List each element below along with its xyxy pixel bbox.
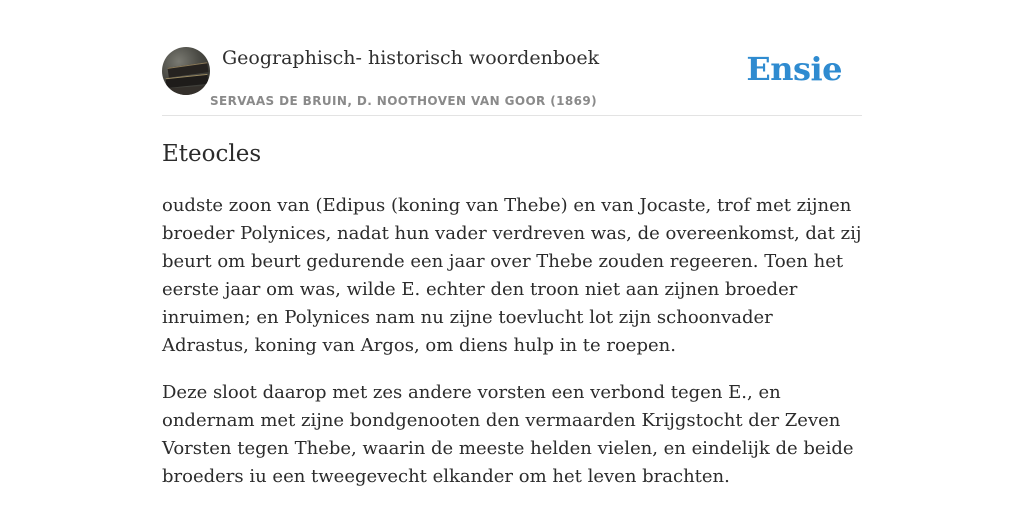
entry-body xyxy=(162,192,862,510)
brand-logo-link[interactable]: Ensie xyxy=(746,50,842,88)
book-cover-avatar[interactable] xyxy=(162,47,210,95)
book-author: SERVAAS DE BRUIN, D. NOOTHOVEN VAN GOOR (1869) xyxy=(210,94,598,108)
entry-paragraph: oudste zoon van (Edipus (koning van Thebe) en van Jocaste, trof met zijnen broeder Polynices, nadat hun vader verdreven was, de overeenkomst, dat zij beurt om beurt gedurende een jaar over Thebe zouden regeeren. Toen het eerste jaar om was, wilde E. echter den troon niet aan zijnen broeder inruimen; en Polynices nam nu zijne toevlucht lot zijn schoonvader Adrastus, koning van Argos, om diens hulp in te roepen. xyxy=(162,195,862,356)
entry-title: Eteocles xyxy=(162,141,262,167)
book-header xyxy=(162,40,862,116)
entry-paragraph: Deze sloot daarop met zes andere vorsten een verbond tegen E., en ondernam met zijne bondgenooten den vermaarden Krijgstocht der Zeven Vorsten tegen Thebe, waarin de meeste helden vielen, en eindelijk de beide broeders iu een tweegevecht elkander om het leven brachten. xyxy=(162,382,854,487)
book-title-link[interactable]: Geographisch- historisch woordenboek xyxy=(222,47,600,69)
